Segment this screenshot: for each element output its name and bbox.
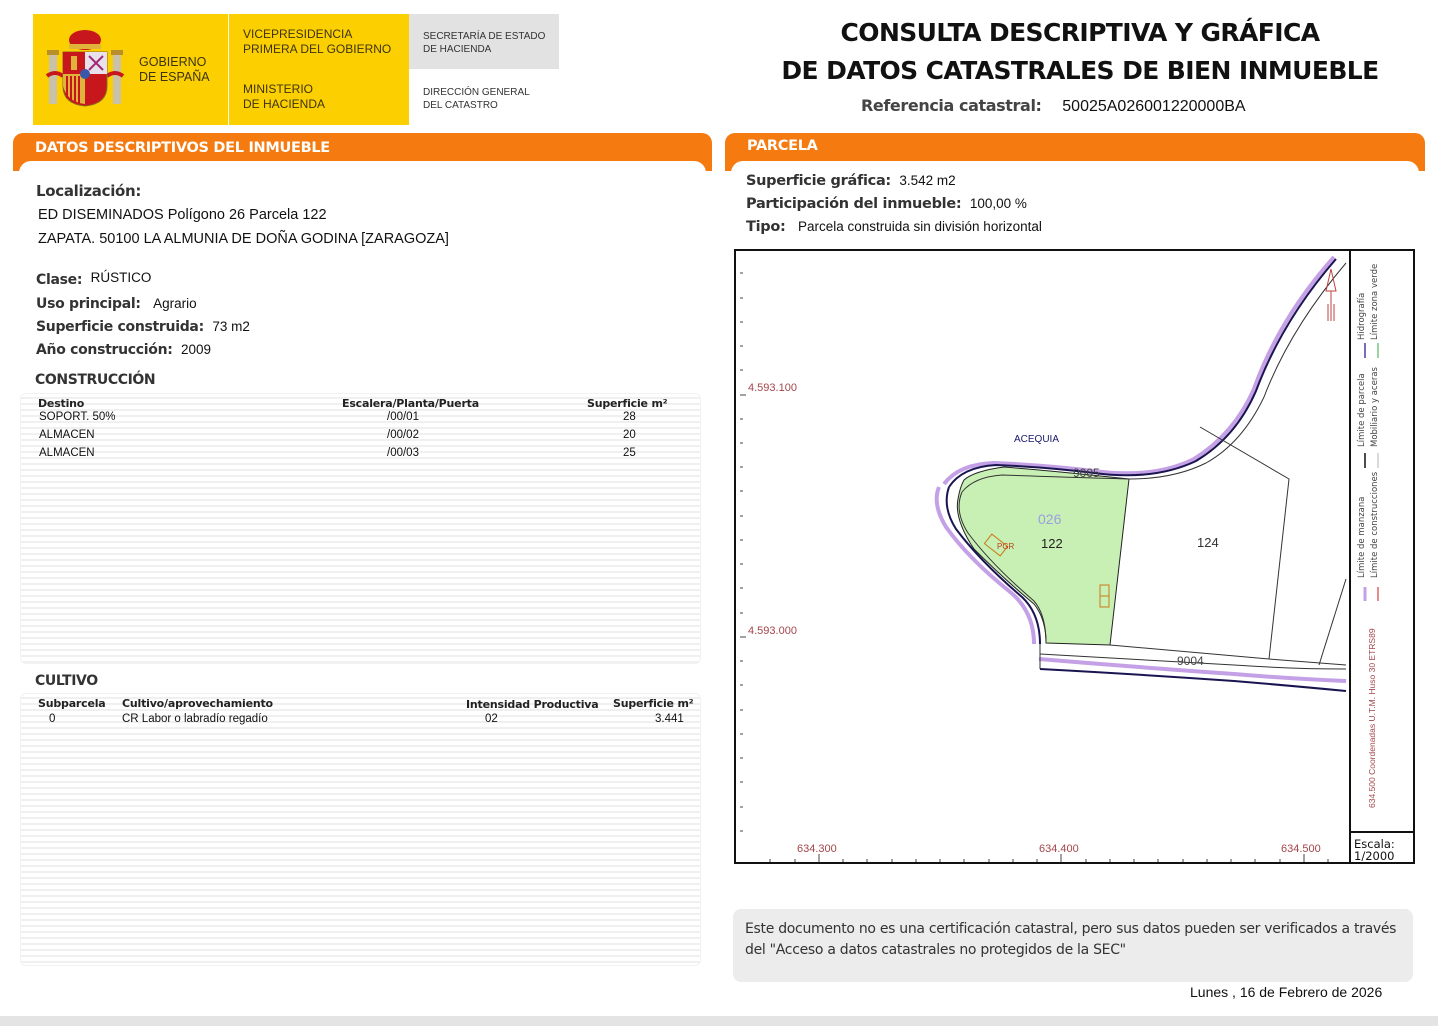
clase-label: Clase: [36, 272, 83, 288]
superficie-grafica-label: Superficie gráfica: [746, 173, 891, 189]
logo-ministerio-text [243, 82, 325, 112]
x-coord-label: 634.300 [797, 843, 837, 855]
anio-field [36, 341, 211, 359]
col-destino: Destino [38, 397, 85, 410]
section-bar-inner [731, 161, 1419, 173]
tipo-value: Parcela construida sin división horizontal [797, 219, 1042, 234]
legend-coordinate-note: 634.500 Coordenadas U.T.M. Huso 30 ETRS89 [1367, 628, 1377, 808]
road-9004-label: 9004 [1177, 654, 1204, 668]
cell-cultivo: CR Labor o labradío regadío [122, 713, 268, 725]
construccion-title: CONSTRUCCIÓN [35, 372, 156, 388]
clase-field [36, 271, 151, 289]
superficie-construida-label: Superficie construida: [36, 319, 204, 335]
logo-secretaria-line2: DE HACIENDA [423, 44, 492, 55]
x-coord-label: 634.400 [1039, 843, 1079, 855]
localizacion-label: Localización: [36, 182, 142, 200]
legend-limite-zona-verde: Límite zona verde [1370, 263, 1380, 340]
logo-secretaria-text [423, 30, 545, 56]
x-coord-label: 634.500 [1281, 843, 1321, 855]
spain-coat-of-arms-icon [45, 26, 125, 112]
address-line-2: ZAPATA. 50100 LA ALMUNIA DE DOÑA GODINA [ZARAGOZA] [38, 231, 449, 247]
section-bar-inner [19, 161, 706, 173]
participacion-label: Participación del inmueble: [746, 196, 962, 212]
government-logo [33, 14, 559, 125]
cell-destino: ALMACEN [39, 447, 95, 459]
cell-escalera: /00/02 [387, 429, 419, 441]
cell-escalera: /00/01 [387, 411, 419, 423]
legend-limite-parcela: Límite de parcela [1357, 373, 1367, 447]
superficie-grafica-value: 3.542 m2 [899, 173, 956, 188]
referencia-label: Referencia catastral: [861, 96, 1042, 115]
section-title-descriptivos: DATOS DESCRIPTIVOS DEL INMUEBLE [35, 140, 330, 156]
logo-direccion-line2: DEL CATASTRO [423, 100, 498, 111]
polygon-number-label: 026 [1038, 511, 1062, 527]
participacion-value: 100,00 % [969, 196, 1027, 211]
uso-label: Uso principal: [36, 296, 141, 312]
logo-ministerio-line1: MINISTERIO [243, 82, 314, 96]
col-superficie: Superficie m² [587, 397, 668, 410]
construccion-table [20, 393, 701, 664]
parcel-122-label[interactable]: 122 [1041, 536, 1063, 551]
cell-superficie: 20 [623, 429, 636, 441]
scale-divider [1349, 831, 1415, 833]
cultivo-table [20, 693, 701, 966]
logo-gobierno-line1: GOBIERNO [139, 55, 207, 69]
clase-value: RÚSTICO [90, 270, 152, 285]
legend-divider [1349, 249, 1351, 864]
logo-gobierno-text [139, 55, 210, 85]
cell-escalera: /00/03 [387, 447, 419, 459]
cultivo-title: CULTIVO [35, 673, 98, 689]
superficie-construida-field [36, 318, 250, 336]
road-9005-label: 9005 [1073, 466, 1100, 480]
uso-value: Agrario [153, 296, 197, 311]
acequia-label: ACEQUIA [1014, 434, 1060, 445]
referencia-value: 50025A026001220000BA [1062, 98, 1246, 115]
logo-ministerio-line2: DE HACIENDA [243, 97, 326, 111]
cell-superficie-cultivo: 3.441 [655, 713, 684, 725]
logo-vice-line2: PRIMERA DEL GOBIERNO [243, 42, 392, 56]
col-superficie-cultivo: Superficie m² [613, 697, 694, 710]
cell-superficie: 28 [623, 411, 636, 423]
cell-superficie: 25 [623, 447, 636, 459]
scale-label: Escala: [1354, 837, 1395, 851]
y-coord-label: 4.593.000 [748, 625, 797, 637]
anio-label: Año construcción: [36, 342, 173, 358]
logo-direccion-line1: DIRECCIÓN GENERAL [423, 87, 530, 98]
title-line-2: DE DATOS CATASTRALES DE BIEN INMUEBLE [781, 56, 1379, 85]
anio-value: 2009 [181, 342, 212, 357]
cell-subparcela: 0 [49, 713, 56, 725]
logo-direccion-text [423, 86, 530, 112]
y-coord-label: 4.593.100 [748, 382, 797, 394]
document-date: Lunes , 16 de Febrero de 2026 [1190, 984, 1383, 1000]
col-intensidad: Intensidad Productiva [466, 698, 599, 711]
logo-vice-line1: VICEPRESIDENCIA [243, 27, 353, 41]
address-line-1: ED DISEMINADOS Polígono 26 Parcela 122 [38, 207, 327, 223]
logo-secretaria-line1: SECRETARÍA DE ESTADO [423, 31, 546, 42]
tipo-field [746, 218, 1042, 236]
building-label: PGR [997, 542, 1015, 551]
legend-mobiliario-aceras: Mobiliario y aceras [1370, 367, 1380, 447]
parcela-header [725, 133, 1425, 163]
col-cultivo: Cultivo/aprovechamiento [122, 697, 273, 710]
col-subparcela: Subparcela [38, 697, 106, 710]
legend-hidrografia: Hidrografía [1357, 292, 1367, 340]
scale-value: 1/2000 [1354, 849, 1395, 863]
disclaimer-notice: Este documento no es una certificación catastral, pero sus datos pueden ser verificados a través del "Acceso a datos catastrales no protegidos de la SEC" [733, 909, 1413, 982]
bottom-strip [0, 1016, 1438, 1026]
legend-limite-manzana: Límite de manzana [1357, 496, 1367, 578]
uso-field [36, 295, 197, 313]
scale-box [1354, 838, 1395, 862]
referencia-catastral [861, 96, 1246, 116]
legend-limite-construcciones: Límite de construcciones [1370, 471, 1380, 578]
logo-vicepresidencia-text [243, 27, 391, 57]
tipo-label: Tipo: [746, 219, 786, 235]
superficie-construida-value: 73 m2 [212, 319, 250, 334]
map-drawing [734, 249, 1349, 864]
cell-destino: ALMACEN [39, 429, 95, 441]
parcel-124-label[interactable]: 124 [1197, 535, 1219, 550]
datos-descriptivos-header [13, 133, 712, 163]
page-title [760, 14, 1400, 90]
cell-intensidad: 02 [485, 713, 498, 725]
superficie-grafica-field [746, 172, 956, 190]
col-escalera: Escalera/Planta/Puerta [342, 397, 479, 410]
section-title-parcela: PARCELA [747, 138, 818, 154]
participacion-field [746, 195, 1027, 213]
logo-gobierno-line2: DE ESPAÑA [139, 70, 210, 84]
title-line-1: CONSULTA DESCRIPTIVA Y GRÁFICA [840, 18, 1320, 47]
cell-destino: SOPORT. 50% [39, 411, 116, 423]
